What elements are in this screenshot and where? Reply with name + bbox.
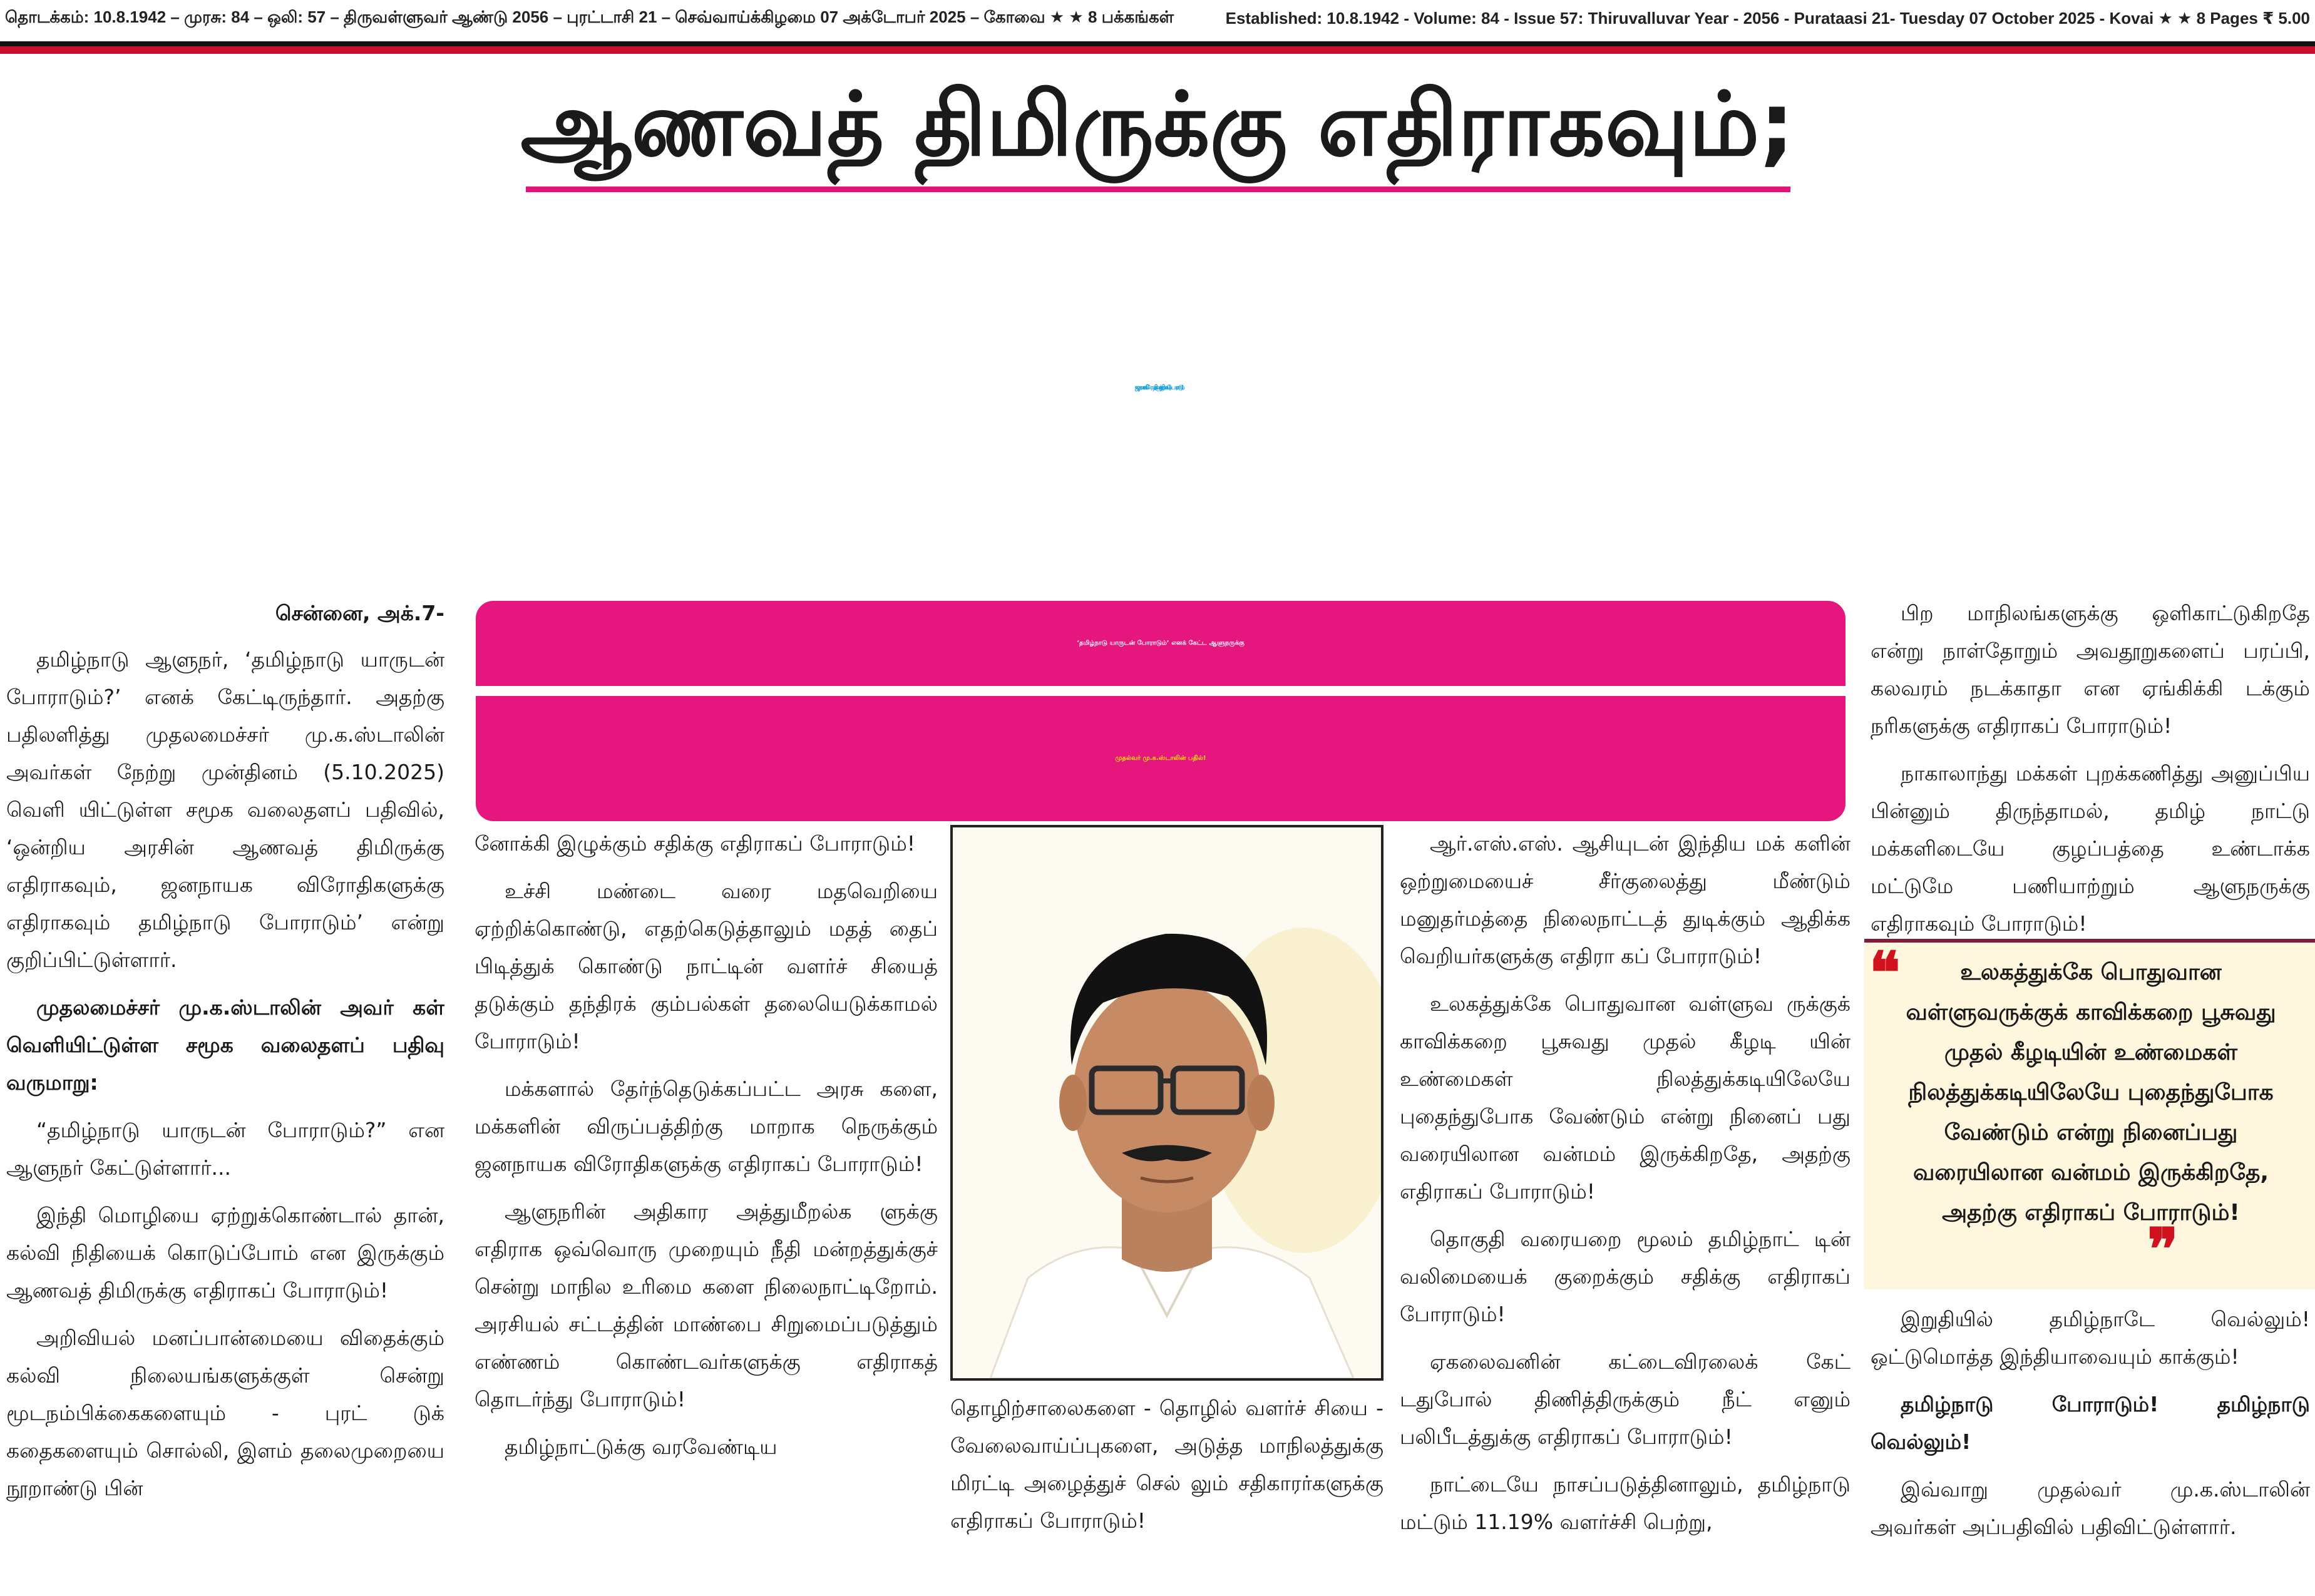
kicker-underline <box>526 187 1790 192</box>
banner-top: ‘தமிழ்நாடு யாருடன் போராடும்’ எனக் கேட்ட ஆளுநருக்கு <box>476 601 1845 686</box>
masthead-english: Established: 10.8.1942 - Volume: 84 - Issue 57: Thiruvalluvar Year - 2056 - Purataasi 21- Tuesday 07 October 2025 - Kovai ★ ★ 8 Pages ₹ 5.00 <box>1225 8 2310 28</box>
paragraph: னோக்கி இழுக்கும் சதிக்கு எதிராகப் போராடும்! <box>475 831 915 856</box>
paragraph: தமிழ்நாடு போராடும்! தமிழ்நாடு வெல்லும்! <box>1871 1392 2310 1454</box>
paragraph: ஆளுநரின் அதிகார அத்துமீறல்க ளுக்கு எதிராக ஒவ்வொரு முறையும் நீதி மன்றத்துக்குச் சென்று மாநில உரிமை களை நிலைநாட்டிறோம். அரசியல் சட்டத்தின் மாண்பை சிறுமைப்படுத்தும் எண்ணம் கொண்டவர்களுக்கு எதிராகத் தொடர்ந்து போராடும்! <box>475 1199 938 1411</box>
left-double-quote-icon: ❝ <box>1869 939 1901 1006</box>
paragraph: ஏகலைவனின் கட்டைவிரலைக் கேட் டதுபோல் திணித்திருக்கும் நீட் எனும் பலிபீடத்துக்கு எதிராகப் போராடும்! <box>1400 1349 1850 1449</box>
portrait-photo <box>950 825 1383 1381</box>
article-column-middle <box>475 825 938 1596</box>
pull-quote-text: உலகத்துக்கே பொதுவான வள்ளுவருக்குக் காவிக்கறை பூசுவது முதல் கீழடியின் உண்மைகள் நிலத்துக்கடியிலேயே புதைந்துபோக வேண்டும் என்று நினைப்பது வரையிலான வன்மம் இருக்கிறதே, அதற்கு எதிராகப் போராடும்! <box>1906 959 2276 1225</box>
paragraph: முதலமைச்சர் மு.க.ஸ்டாலின் அவர் கள் வெளியிட்டுள்ள சமூக வலைதளப் பதிவு வருமாறு: <box>6 995 444 1095</box>
article-column-left <box>6 595 444 1561</box>
paragraph: தமிழ்நாட்டுக்கு வரவேண்டிய <box>505 1435 778 1459</box>
paragraph: ஆர்.எஸ்.எஸ். ஆசியுடன் இந்திய மக் களின் ஒற்றுமையைச் சீர்குலைத்து மீண்டும் மனுதர்மத்தை நிலைநாட்டத் துடிக்கும் ஆதிக்க வெறியர்களுக்கு எதிரா கப் போராடும்! <box>1400 831 1850 968</box>
portrait-illustration <box>953 827 1381 1378</box>
banner-bottom: முதல்வர் மு.க.ஸ்டாலின் பதில்! <box>476 696 1845 821</box>
paragraph: நாகாலாந்து மக்கள் புறக்கணித்து அனுப்பிய பின்னும் திருந்தாமல், தமிழ் நாட்டு மக்களிடையே குழப்பத்தை உண்டாக்க மட்டுமே பணியாற்றும் ஆளுநருக்கு எதிராகவும் போராடும்! <box>1871 761 2310 936</box>
article-column-far-right-top <box>1871 595 2310 945</box>
masthead-rule-black <box>0 41 2315 46</box>
paragraph: தொழிற்சாலைகளை - தொழில் வளர்ச் சியை - வேலைவாய்ப்புகளை, அடுத்த மாநிலத்துக்கு மிரட்டி அழைத்துச் செல் லும் சதிகாரர்களுக்கு எதிராகப் போராடும்! <box>950 1396 1383 1533</box>
masthead <box>0 0 2315 36</box>
paragraph: இவ்வாறு முதல்வர் மு.க.ஸ்டாலின் அவர்கள் அப்பதிவில் பதிவிட்டுள்ளார். <box>1871 1477 2310 1539</box>
article-column-right <box>1400 825 1850 1561</box>
paragraph: தொகுதி வரையறை மூலம் தமிழ்நாட் டின் வலிமையைக் குறைக்கும் சதிக்கு எதிராகப் போராடும்! <box>1400 1227 1850 1326</box>
kicker-headline: ஆணவத் திமிருக்கு எதிராகவும்; <box>520 74 1795 176</box>
paragraph: இந்தி மொழியை ஏற்றுக்கொண்டால் தான், கல்வி நிதியைக் கொடுப்போம் என இருக்கும் ஆணவத் திமிருக்கு எதிராகப் போராடும்! <box>6 1203 444 1302</box>
masthead-rule-red <box>0 46 2315 54</box>
paragraph: உச்சி மண்டை வரை மதவெறியை ஏற்றிக்கொண்டு, எதற்கெடுத்தாலும் மதத் தைப் பிடித்துக் கொண்டு நாட்டின் வளர்ச் சியைத் தடுக்கும் தந்திரக் கும்பல்கள் தலையெடுக்காமல் போராடும்! <box>475 879 938 1053</box>
masthead-tamil: தொடக்கம்: 10.8.1942 – முரசு: 84 – ஒலி: 57 – திருவள்ளுவர் ஆண்டு 2056 – புரட்டாசி 21 – செவ்வாய்க்கிழமை 07 அக்டோபர் 2025 – கோவை ★ ★ 8 பக்கங்கள் <box>5 8 1174 26</box>
paragraph: மக்களால் தேர்ந்தெடுக்கப்பட்ட அரசு களை, மக்களின் விருப்பத்திற்கு மாறாக நெருக்கும் ஜனநாயக விரோதிகளுக்கு எதிராகப் போராடும்! <box>475 1077 938 1176</box>
paragraph: உலகத்துக்கே பொதுவான வள்ளுவ ருக்குக் காவிக்கறை பூசுவது முதல் கீழடி யின் உண்மைகள் நிலத்துக்கடியிலேயே புதைந்துபோக வேண்டும் என்று நினைப் பது வரையிலான வன்மம் இருக்கிறதே, அதற்கு எதிராகப் போராடும்! <box>1400 991 1850 1204</box>
paragraph: இறுதியில் தமிழ்நாடே வெல்லும்! ஒட்டுமொத்த இந்தியாவையும் காக்கும்! <box>1871 1307 2310 1369</box>
main-headline: ஜனநாயக விரோதிகளுக்கு எதிராகவும் போராடும்! <box>1134 384 1181 391</box>
article-column-middle-2 <box>950 1389 1383 1561</box>
paragraph: நாட்டையே நாசப்படுத்தினாலும், தமிழ்நாடு மட்டும் 11.19% வளர்ச்சி பெற்று, <box>1400 1472 1850 1534</box>
paragraph: அறிவியல் மனப்பான்மையை விதைக்கும் கல்வி நிலையங்களுக்குள் சென்று மூடநம்பிக்கைகளையும் - புரட் டுக் கதைகளையும் சொல்லி, இளம் தலைமுறையை நூறாண்டு பின் <box>6 1326 444 1500</box>
right-double-quote-icon: ❞ <box>2147 1215 2179 1283</box>
paragraph: பிற மாநிலங்களுக்கு ஒளிகாட்டுகிறதே என்று நாள்தோறும் அவதூறுகளைப் பரப்பி, கலவரம் நடக்காதா என ஏங்கிக்கி டக்கும் நரிகளுக்கு எதிராகப் போராடும்! <box>1871 601 2310 738</box>
paragraph: தமிழ்நாடு ஆளுநர், ‘தமிழ்நாடு யாருடன் போராடும்?’ எனக் கேட்டிருந்தார். அதற்கு பதிலளித்து முதலமைச்சர் மு.க.ஸ்டாலின் அவர்கள் நேற்று முன்தினம் (5.10.2025) வெளி யிட்டுள்ள சமூக வலைதளப் பதிவில், ‘ஒன்றிய அரசின் ஆணவத் திமிருக்கு எதிராகவும், ஜனநாயக விரோதிகளுக்கு எதிராகவும் தமிழ்நாடு போராடும்’ என்று குறிப்பிட்டுள்ளார். <box>6 647 444 972</box>
article-column-far-right-bottom <box>1871 1301 2310 1561</box>
paragraph: “தமிழ்நாடு யாருடன் போராடும்?” என ஆளுநர் கேட்டுள்ளார்... <box>6 1118 444 1180</box>
dateline: சென்னை, அக்.7- <box>275 601 444 625</box>
